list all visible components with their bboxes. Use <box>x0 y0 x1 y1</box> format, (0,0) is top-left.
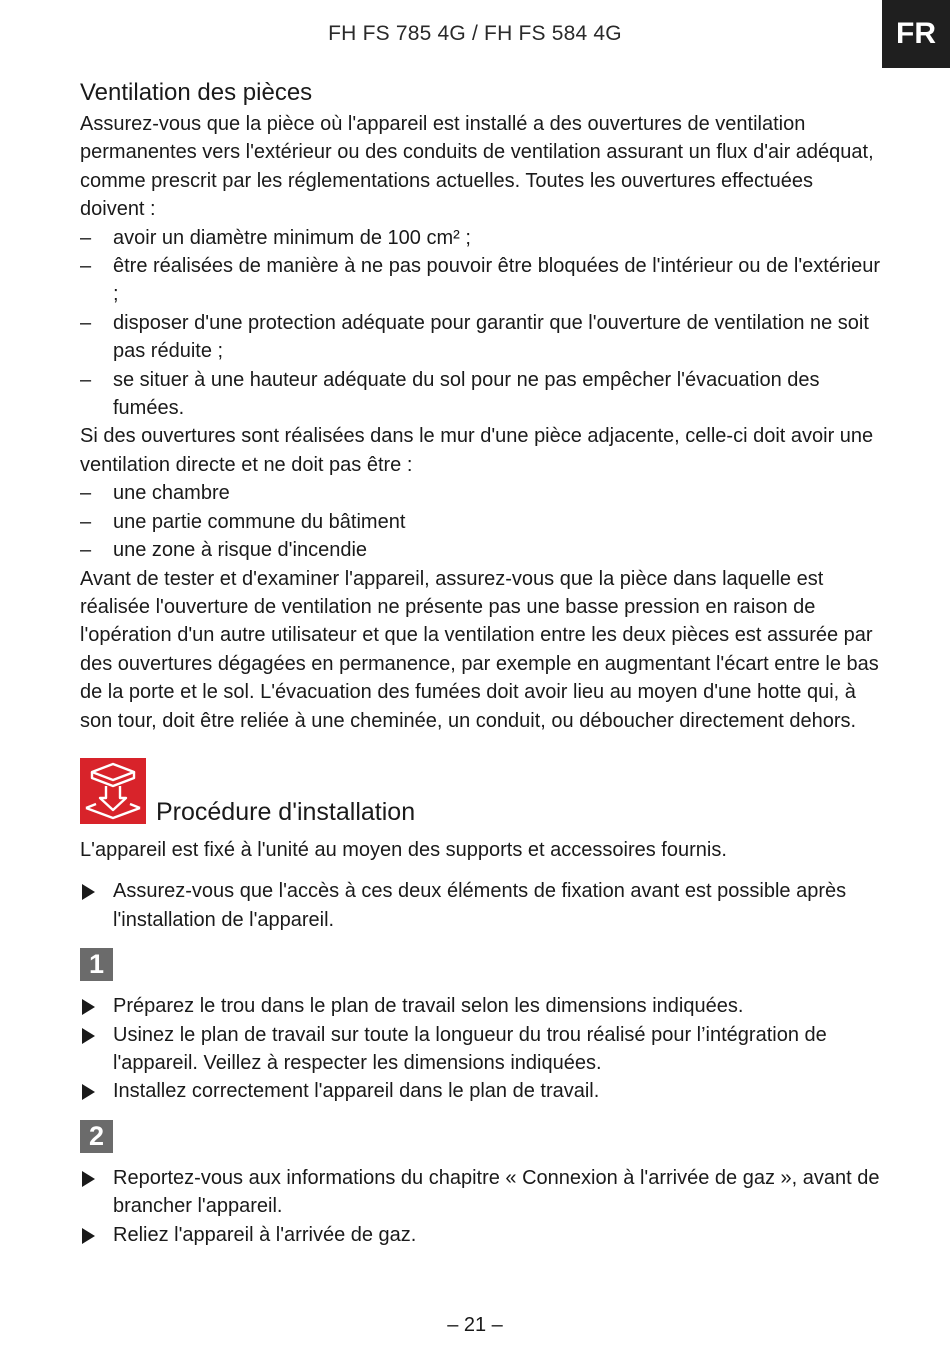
list-item <box>80 366 880 423</box>
list-item-text: une chambre <box>113 482 230 505</box>
list-item <box>80 224 880 252</box>
dash-marker: – <box>80 255 92 278</box>
language-tab: FR <box>882 0 950 68</box>
list-item-text: une zone à risque d'incendie <box>113 539 368 562</box>
list-item <box>80 877 880 934</box>
list-item-text: avoir un diamètre minimum de 100 cm² ; <box>113 226 471 249</box>
installation-procedure-icon <box>80 758 146 824</box>
list-item <box>80 1077 880 1105</box>
requirements-list <box>80 224 880 423</box>
step2-list <box>80 1164 880 1249</box>
installation-intro: L'appareil est fixé à l'unité au moyen des supports et accessoires fournis. <box>80 838 727 861</box>
dash-marker: – <box>80 482 92 505</box>
step1-list <box>80 992 880 1106</box>
list-item-text: être réalisées de manière à ne pas pouvoir être bloquées de l'intérieur ou de l'extérieur ; <box>113 255 880 306</box>
list-item-text: Installez correctement l'appareil dans le plan de travail. <box>113 1080 600 1103</box>
exclusions-list <box>80 479 880 564</box>
dash-marker: – <box>80 368 92 391</box>
list-item-text: Assurez-vous que l'accès à ces deux éléments de fixation avant est possible après l'installation de l'appareil. <box>113 880 847 931</box>
page-content <box>80 76 880 1249</box>
list-item-text: une partie commune du bâtiment <box>113 510 406 533</box>
section-title-installation: Procédure d'installation <box>156 797 416 826</box>
list-item <box>80 508 880 536</box>
list-item <box>80 252 880 309</box>
section-title-ventilation: Ventilation des pièces <box>80 79 313 106</box>
list-item <box>80 992 880 1020</box>
page-number: – 21 – <box>447 1314 503 1336</box>
list-item <box>80 1021 880 1078</box>
list-item <box>80 479 880 507</box>
list-item-text: Reliez l'appareil à l'arrivée de gaz. <box>113 1223 417 1246</box>
bullet-arrow-icon <box>82 1084 95 1100</box>
bullet-arrow-icon <box>82 1171 95 1187</box>
dash-marker: – <box>80 311 92 334</box>
step-badge-1: 1 <box>80 948 113 981</box>
ventilation-intro: Assurez-vous que la pièce où l'appareil est installé a des ouvertures de ventilation permanentes vers l'extérieur ou des conduits de ventilation assurant un flux d'air adéquat, comme prescrit par les réglementations actuelles. Toutes les ouvertures effectuées doivent : <box>80 113 874 221</box>
list-item-text: se situer à une hauteur adéquate du sol pour ne pas empêcher l'évacuation des fumées. <box>113 368 820 420</box>
header-model: FH FS 785 4G / FH FS 584 4G <box>328 22 622 45</box>
bullet-arrow-icon <box>82 1028 95 1044</box>
installation-header <box>80 758 880 824</box>
step0-list <box>80 877 880 934</box>
ventilation-closing: Avant de tester et d'examiner l'appareil, assurez-vous que la pièce dans laquelle est réalisée l'ouverture de ventilation ne présente pas une basse pression en raison de l'opération d'un autre utilisateur et que la ventilation entre les deux pièces est assurée par des ouvertures dégagées en permanence, par exemple en augmentant l'écart entre le bas de la porte et le sol. L'évacuation des fumées doit avoir lieu au moyen d'une hotte qui, à son tour, doit être reliée à une cheminée, un conduit, ou déboucher directement dehors. <box>80 567 879 732</box>
dash-marker: – <box>80 226 92 249</box>
adjacent-room-text: Si des ouvertures sont réalisées dans le mur d'une pièce adjacente, celle-ci doit avoir une ventilation directe et ne doit pas être : <box>80 425 874 476</box>
dash-marker: – <box>80 539 92 562</box>
bullet-arrow-icon <box>82 884 95 900</box>
list-item-text: disposer d'une protection adéquate pour garantir que l'ouverture de ventilation ne soit pas réduite ; <box>113 311 869 363</box>
list-item <box>80 1221 880 1249</box>
list-item-text: Reportez-vous aux informations du chapitre « Connexion à l'arrivée de gaz », avant de brancher l'appareil. <box>113 1166 880 1218</box>
list-item-text: Usinez le plan de travail sur toute la longueur du trou réalisé pour l’intégration de l'appareil. Veillez à respecter les dimensions indiquées. <box>113 1023 827 1074</box>
list-item <box>80 1164 880 1221</box>
bullet-arrow-icon <box>82 999 95 1015</box>
list-item <box>80 309 880 366</box>
list-item <box>80 536 880 564</box>
bullet-arrow-icon <box>82 1228 95 1244</box>
dash-marker: – <box>80 510 92 533</box>
step-badge-2: 2 <box>80 1120 113 1153</box>
list-item-text: Préparez le trou dans le plan de travail selon les dimensions indiquées. <box>113 995 744 1018</box>
